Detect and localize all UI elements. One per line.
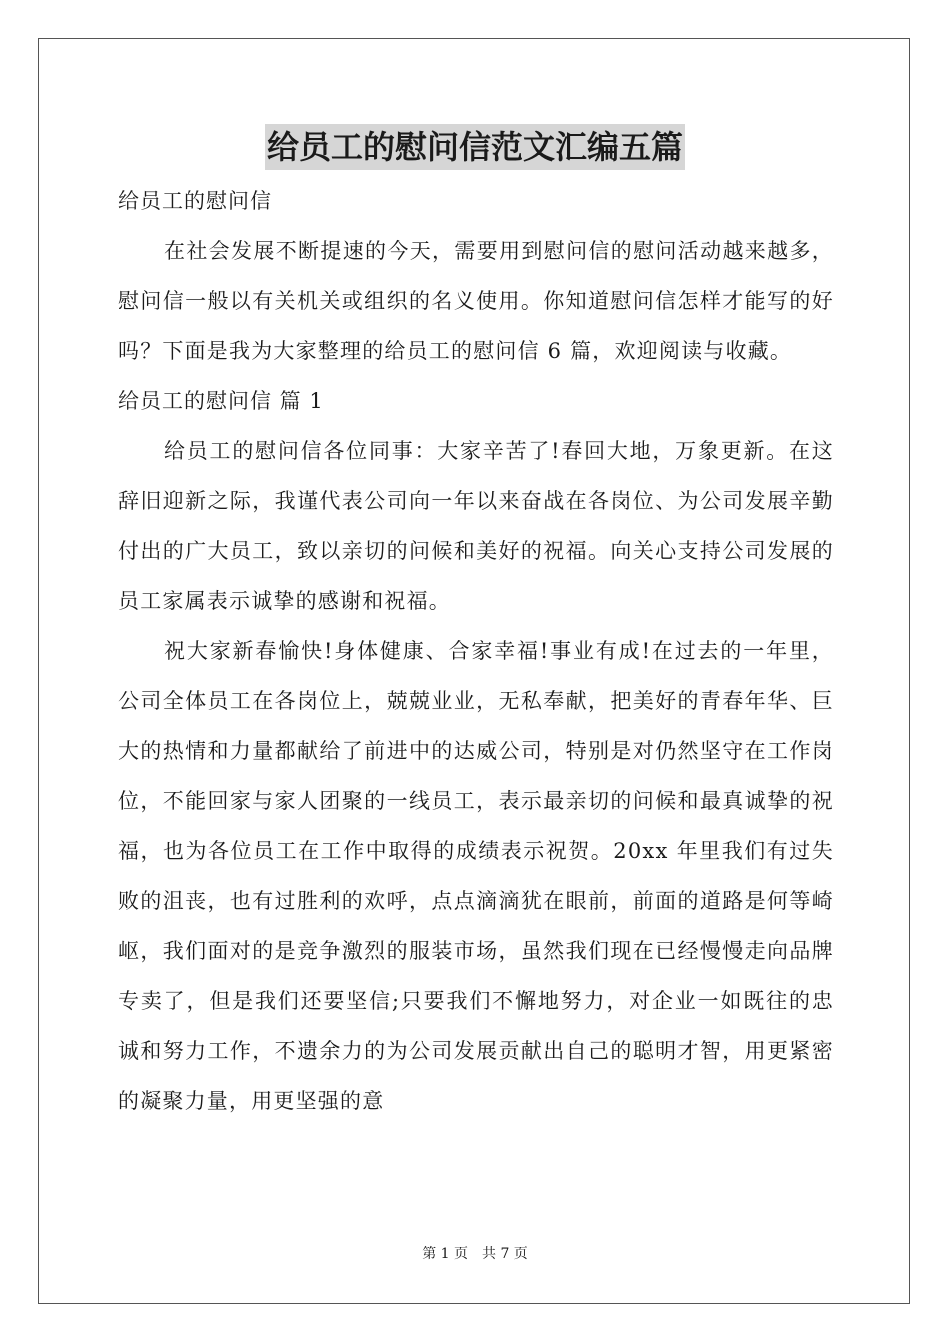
body-paragraph: 给员工的慰问信各位同事：大家辛苦了!春回大地，万象更新。在这辞旧迎新之际，我谨代表公司向一年以来奋战在各岗位、为公司发展辛勤付出的广大员工，致以亲切的问候和美好的祝福。向关心支持公司发展的员工家属表示诚挚的感谢和祝福。 xyxy=(118,439,834,613)
document-body xyxy=(118,176,834,1126)
page-number: 第 1 页 xyxy=(422,1246,468,1262)
page-footer xyxy=(0,1244,950,1264)
document-title: 给员工的慰问信范文汇编五篇 xyxy=(265,124,685,170)
section-heading: 给员工的慰问信 篇 1 xyxy=(118,389,324,413)
page-total: 共 7 页 xyxy=(482,1246,528,1262)
section-heading: 给员工的慰问信 xyxy=(118,189,272,213)
body-paragraph: 在社会发展不断提速的今天，需要用到慰问信的慰问活动越来越多，慰问信一般以有关机关或组织的名义使用。你知道慰问信怎样才能写的好吗？下面是我为大家整理的给员工的慰问信 6 篇，欢迎阅读与收藏。 xyxy=(118,239,834,363)
title-container xyxy=(0,124,950,170)
body-paragraph: 祝大家新春愉快!身体健康、合家幸福!事业有成!在过去的一年里，公司全体员工在各岗位上，兢兢业业，无私奉献，把美好的青春年华、巨大的热情和力量都献给了前进中的达威公司，特别是对仍然坚守在工作岗位，不能回家与家人团聚的一线员工，表示最亲切的问候和最真诚挚的祝福，也为各位员工在工作中取得的成绩表示祝贺。20xx 年里我们有过失败的沮丧，也有过胜利的欢呼，点点滴滴犹在眼前，前面的道路是何等崎岖，我们面对的是竞争激烈的服装市场，虽然我们现在已经慢慢走向品牌专卖了，但是我们还要坚信;只要我们不懈地努力，对企业一如既往的忠诚和努力工作，不遗余力的为公司发展贡献出自己的聪明才智，用更紧密的凝聚力量，用更坚强的意 xyxy=(118,639,834,1113)
